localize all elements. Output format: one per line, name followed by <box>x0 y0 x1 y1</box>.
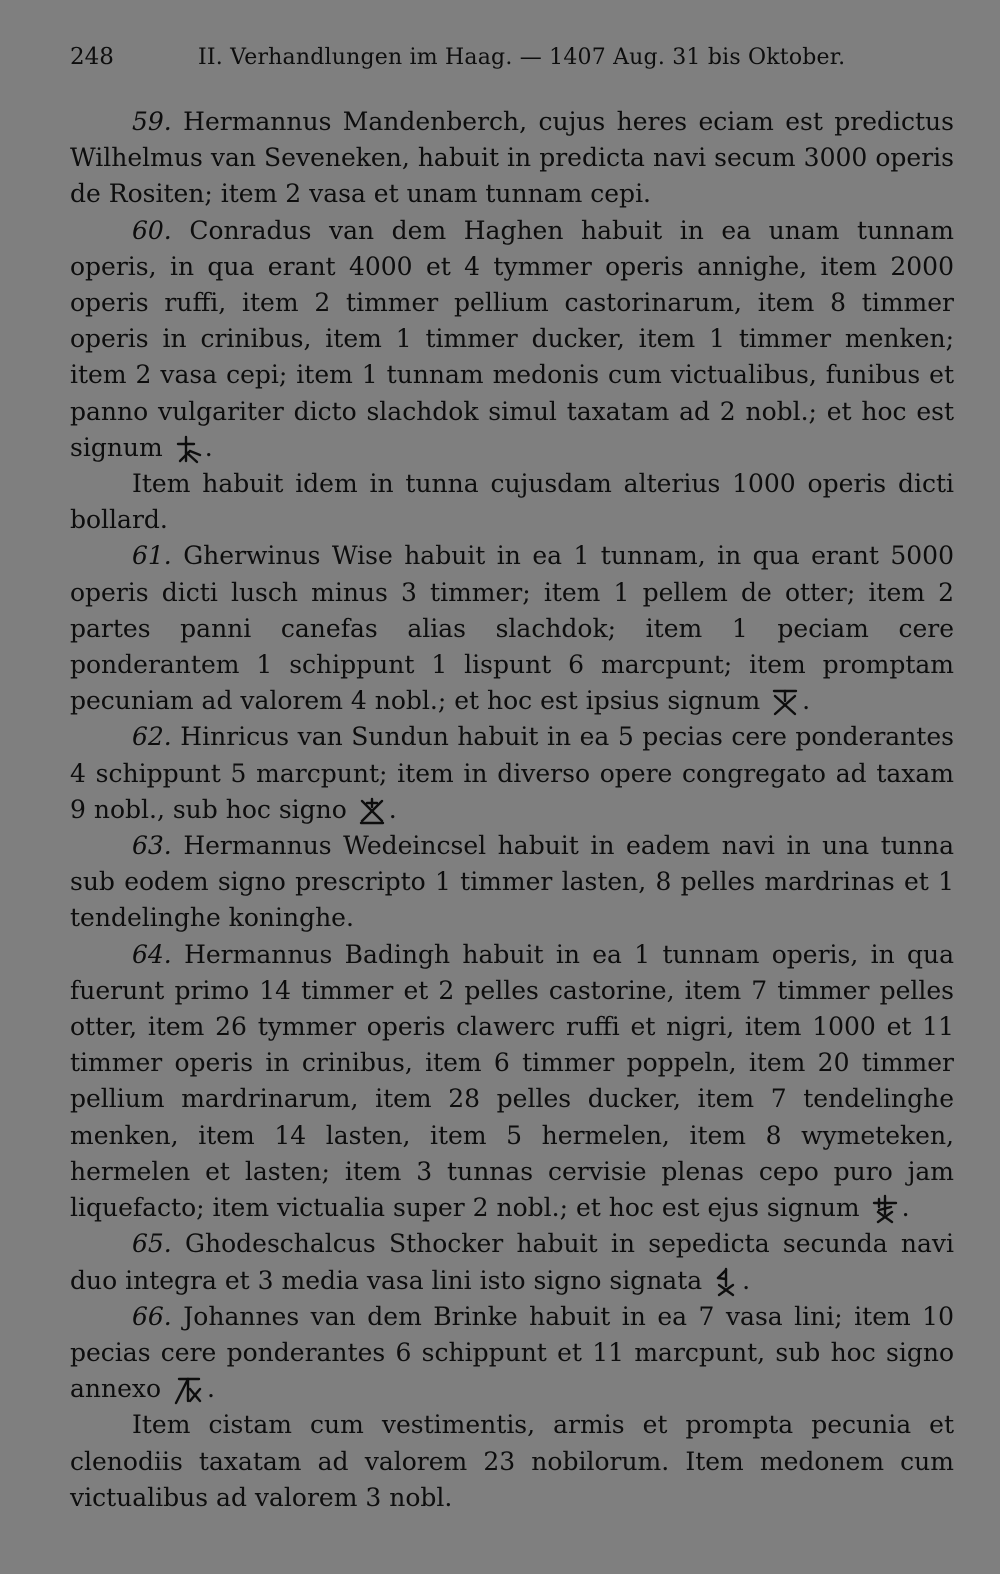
entry-65 <box>70 1226 954 1298</box>
entry-text: Conradus van dem Haghen habuit in ea unam tunnam operis, in qua erant 4000 et 4 tymmer operis annighe, item 2000 operis ruffi, item 2 timmer pellium castorinarum, item 8 timmer operis in crinibus, item 1 timmer ducker, item 1 timmer menken; item 2 vasa cepi; item 1 tunnam medonis cum victualibus, funibus et panno vulgariter dicto slachdok simul taxatam ad 2 nobl.; et hoc est signum <box>70 215 954 462</box>
entry-tail: . <box>742 1265 751 1295</box>
entry-60 <box>70 213 954 466</box>
entry-text: Ghodeschalcus Sthocker habuit in sepedicta secunda navi duo integra et 3 media vasa lini isto signo signata <box>70 1229 954 1295</box>
entry-61 <box>70 538 954 719</box>
running-title: II. Verhandlungen im Haag. — 1407 Aug. 31 bis Oktober. <box>198 45 846 70</box>
entry-number: 62. <box>132 722 172 752</box>
house-mark-icon <box>870 1194 900 1224</box>
entry-60-continuation: Item habuit idem in tunna cujusdam alterius 1000 operis dicti bollard. <box>70 469 954 535</box>
entry-number: 61. <box>132 541 172 571</box>
entry-tail: . <box>207 1374 215 1404</box>
house-mark-icon <box>770 687 800 717</box>
entry-text: Hermannus Badingh habuit in ea 1 tunnam operis, in qua fuerunt primo 14 timmer et 2 pelles castorine, item 7 timmer pelles otter, item 26 tymmer operis clawerc ruffi et nigri, item 1000 et 11 timmer operis in crinibus, item 6 timmer poppeln, item 20 timmer pellium mardrinarum, item 28 pelles ducker, item 7 tendelinghe menken, item 14 lasten, item 5 hermelen, item 8 wymeteken, hermelen et lasten; item 3 tunnas cervisie plenas cepo puro jam liquefacto; item victualia super 2 nobl.; et hoc est ejus signum <box>70 939 954 1223</box>
document-body <box>70 104 954 1516</box>
entry-text: Johannes van dem Brinke habuit in ea 7 vasa lini; item 10 pecias cere ponderantes 6 schippunt et 11 marcpunt, sub hoc signo annexo <box>70 1301 954 1404</box>
entry-text: Hermannus Mandenberch, cujus heres eciam est predictus Wilhelmus van Seveneken, habuit in predicta navi secum 3000 operis de Rositen; item 2 vasa et unam tunnam cepi. <box>70 107 954 209</box>
entry-66-continuation: Item cistam cum vestimentis, armis et prompta pecunia et clenodiis taxatam ad valorem 23 nobilorum. Item medonem cum victualibus ad valorem 3 nobl. <box>70 1410 954 1512</box>
house-mark-icon <box>712 1267 740 1297</box>
entry-59 <box>70 104 954 213</box>
entry-number: 64. <box>132 939 172 969</box>
entry-tail: . <box>388 794 397 824</box>
entry-tail: . <box>802 686 811 716</box>
entry-text: Hinricus van Sundun habuit in ea 5 pecias cere ponderantes 4 schippunt 5 marcpunt; item in diverso opere congregato ad taxam 9 nobl., sub hoc signo <box>70 722 954 824</box>
entry-text: Gherwinus Wise habuit in ea 1 tunnam, in qua erant 5000 operis dicti lusch minus 3 timmer; item 1 pellem de otter; item 2 partes panni canefas alias slachdok; item 1 peciam cere ponderantem 1 schippunt 1 lispunt 6 marcpunt; item promptam pecuniam ad valorem 4 nobl.; et hoc est ipsius signum <box>70 541 954 716</box>
entry-62 <box>70 719 954 828</box>
entry-tail: . <box>901 1193 910 1223</box>
page-number: 248 <box>70 44 114 70</box>
entry-number: 60. <box>132 215 172 245</box>
house-mark-icon <box>357 796 387 826</box>
house-mark-icon <box>171 1373 205 1405</box>
entry-66 <box>70 1299 954 1408</box>
running-header <box>70 42 950 73</box>
entry-number: 66. <box>132 1301 172 1331</box>
entry-number: 65. <box>132 1229 172 1259</box>
entry-64 <box>70 937 954 1227</box>
entry-tail: . <box>204 432 213 462</box>
entry-63 <box>70 828 954 937</box>
house-mark-icon <box>173 434 203 464</box>
entry-text: Hermannus Wedeincsel habuit in eadem navi in una tunna sub eodem signo prescripto 1 timmer lasten, 8 pelles mardrinas et 1 tendelinghe koninghe. <box>70 831 955 933</box>
entry-number: 63. <box>132 831 172 861</box>
entry-number: 59. <box>132 107 172 136</box>
